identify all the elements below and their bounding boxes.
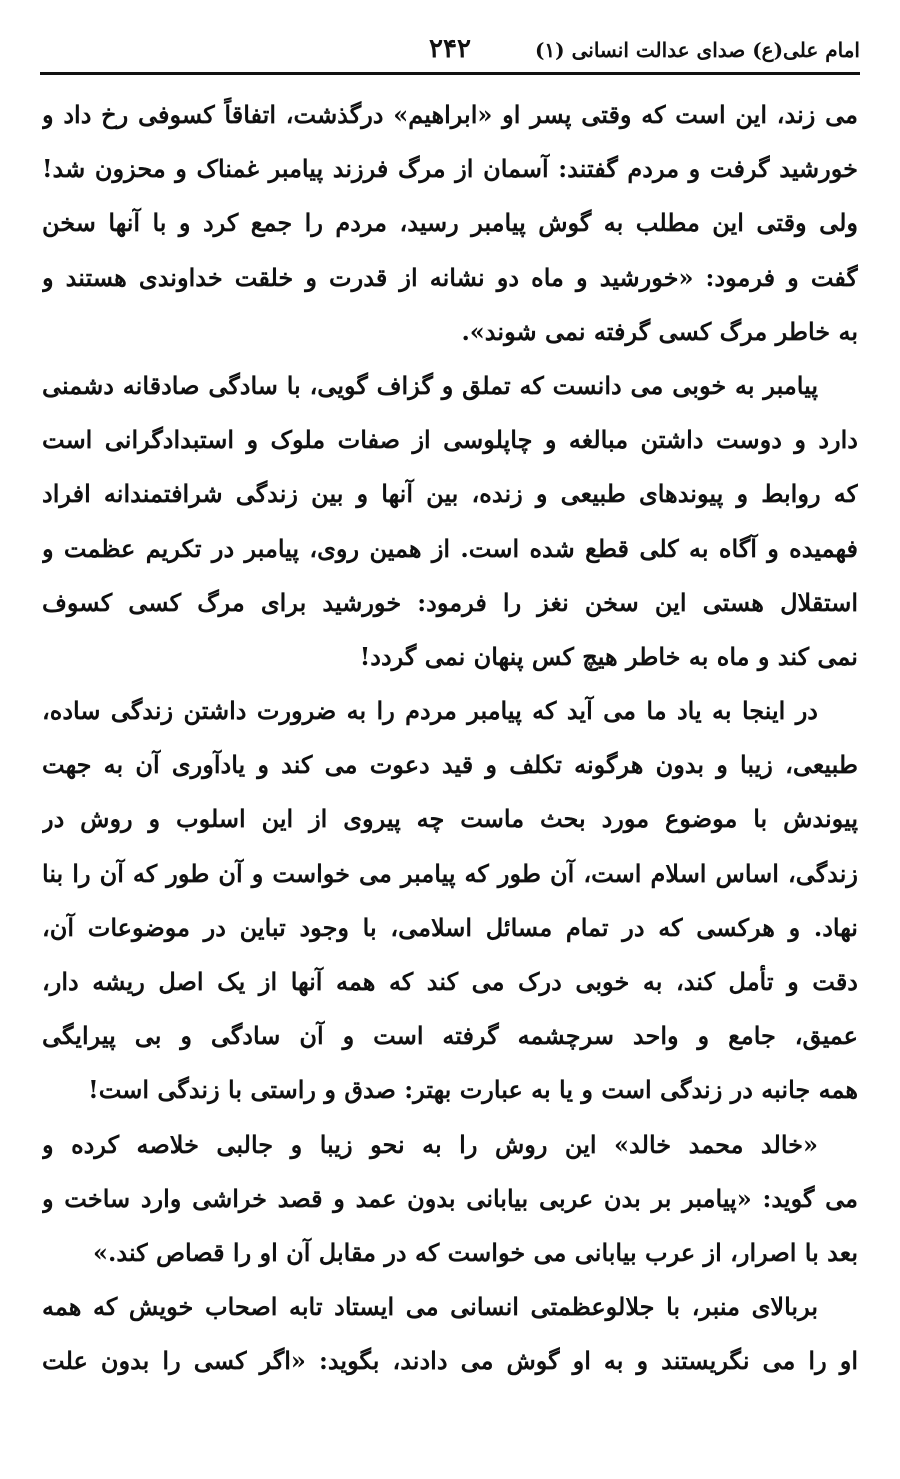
text-line: نمی کند و ماه به خاطر هیچ کس پنهان نمی گردد!	[359, 641, 858, 671]
paragraph	[42, 359, 858, 684]
text-line: گفت و فرمود: «خورشید و ماه دو نشانه از قدرت و خلقت خداوندی هستند و	[42, 262, 858, 292]
page-header	[40, 30, 860, 72]
text-line: عمیق، جامع و واحد سرچشمه گرفته است و آن سادگی و بی پیرایگی	[42, 1021, 858, 1051]
text-line: پیامبر به خوبی می دانست که تملق و گزاف گویی، با سادگی صادقانه دشمنی	[42, 370, 818, 400]
text-line: پیوندش با موضوع مورد بحث ماست چه پیروی از این اسلوب و روش در	[42, 804, 858, 834]
text-line: او را می نگریستند و به او گوش می دادند، بگوید: «اگر کسی را بدون علت	[42, 1346, 858, 1376]
text-line: زندگی، اساس اسلام است، آن طور که پیامبر می خواست و آن طور که آن را بنا	[42, 858, 858, 888]
page-number: ۲۴۲	[429, 34, 471, 64]
running-title: امام علی(ع) صدای عدالت انسانی (۱)	[534, 38, 860, 62]
text-line: به خاطر مرگ کسی گرفته نمی شوند».	[461, 316, 858, 346]
text-line: بربالای منبر، با جلالوعظمتی انسانی می ایستاد تابه اصحاب خویش که همه	[42, 1292, 818, 1322]
text-line: استقلال هستی این سخن نغز را فرمود: خورشید برای مرگ کسی کسوف	[42, 587, 858, 617]
text-line: که روابط و پیوندهای طبیعی و زنده، بین آنها و بین زندگی شرافتمندانه افراد	[42, 479, 858, 509]
text-line: ولی وقتی این مطلب به گوش پیامبر رسید، مردم را جمع کرد و با آنها سخن	[42, 208, 858, 238]
header-rule	[40, 72, 860, 75]
text-line: خورشید گرفت و مردم گفتند: آسمان از مرگ فرزند پیامبر غمناک و محزون شد!	[42, 154, 858, 184]
text-line: همه جانبه در زندگی است و یا به عبارت بهتر: صدق و راستی با زندگی است!	[88, 1075, 858, 1105]
text-line: می گوید: «پیامبر بر بدن عربی بیابانی بدون عمد و قصد خراشی وارد ساخت و	[42, 1183, 858, 1213]
text-line: می زند، این است که وقتی پسر او «ابراهیم» درگذشت، اتفاقاً کسوفی رخ داد و	[42, 100, 858, 129]
text-line: فهمیده و آگاه به کلی قطع شده است. از همین روی، پیامبر در تکریم عظمت و	[42, 533, 858, 563]
paragraph	[42, 1280, 858, 1388]
text-line: دارد و دوست داشتن مبالغه و چاپلوسی از صفات ملوک و استبدادگرانی است	[42, 425, 858, 455]
text-line: طبیعی، زیبا و بدون هرگونه تکلف و قید دعوت می کند و یادآوری آن به جهت	[42, 750, 858, 780]
text-line: «خالد محمد خالد» این روش را به نحو زیبا و جالبی خلاصه کرده و	[42, 1129, 818, 1159]
body-text	[42, 88, 858, 1389]
text-line: بعد با اصرار، از عرب بیابانی می خواست که در مقابل آن او را قصاص کند.»	[92, 1237, 858, 1267]
text-line: نهاد. و هرکسی که در تمام مسائل اسلامی، با وجود تباین در موضوعات آن،	[42, 912, 858, 942]
text-line: دقت و تأمل کند، به خوبی درک می کند که همه آنها از یک اصل ریشه دار،	[42, 967, 858, 996]
paragraph	[42, 684, 858, 1118]
paragraph	[42, 1118, 858, 1281]
text-line: در اینجا به یاد ما می آید که پیامبر مردم را به ضرورت داشتن زندگی ساده،	[42, 696, 818, 726]
paragraph	[42, 88, 858, 359]
